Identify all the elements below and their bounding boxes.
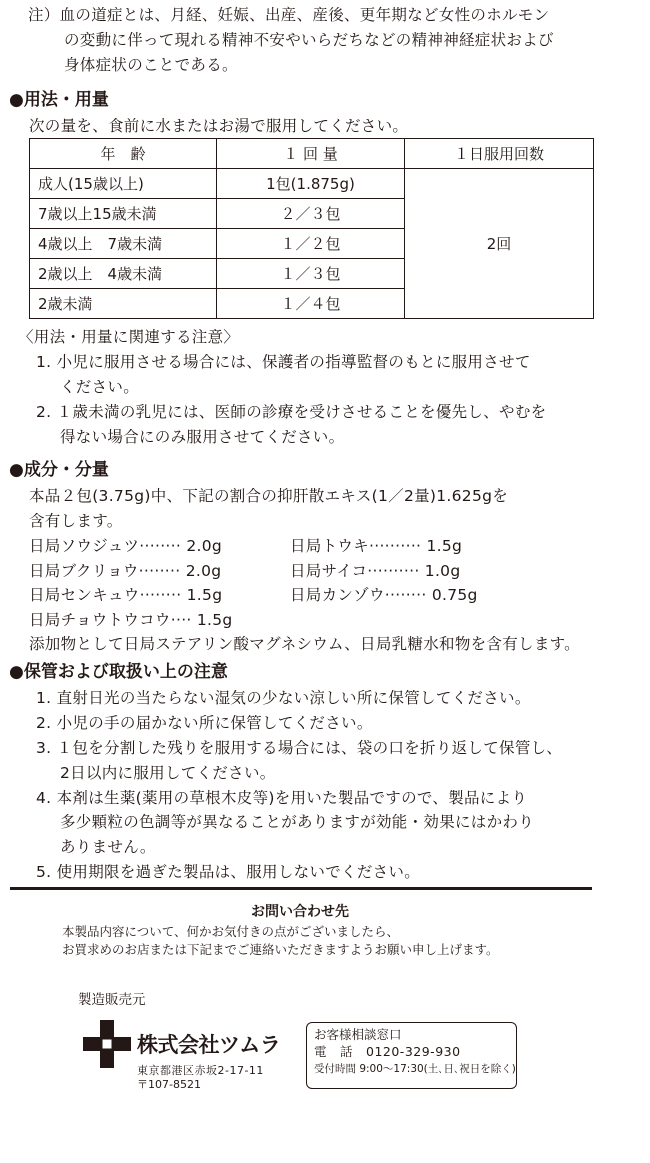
storage-item-3-cont: 2日以内に服用してください。 bbox=[60, 764, 276, 782]
dose-cell: 1包(1.875g) bbox=[217, 169, 405, 199]
storage-item-4-cont: 多少顆粒の色調等が異なることがありますが効能・効果にはかわり bbox=[60, 813, 535, 831]
header-age: 年 齢 bbox=[30, 139, 217, 169]
ingredient-item: 日局カンゾウ········ 0.75g bbox=[290, 586, 478, 604]
storage-item-2: 2. 小児の手の届かない所に保管してください。 bbox=[36, 714, 373, 732]
contact-title: お客様相談窓口 bbox=[314, 1027, 402, 1042]
times-cell: 2回 bbox=[405, 169, 594, 319]
inquiry-heading: お問い合わせ先 bbox=[251, 904, 349, 920]
storage-item-4: 4. 本剤は生薬(薬用の草根木皮等)を用いた製品ですので、製品により bbox=[36, 789, 528, 807]
dose-cell: ２／３包 bbox=[217, 199, 405, 229]
usage-note-1: 1. 小児に服用させる場合には、保護者の指導監督のもとに服用させて bbox=[36, 353, 531, 371]
divider bbox=[10, 887, 592, 890]
storage-item-4-cont2: ありません。 bbox=[60, 838, 156, 856]
storage-item-1: 1. 直射日光の当たらない湿気の少ない涼しい所に保管してください。 bbox=[36, 689, 531, 707]
age-cell: 7歳以上15歳未満 bbox=[30, 199, 217, 229]
usage-heading: ●用法・用量 bbox=[9, 90, 109, 110]
contact-hours: 受付時間 9:00〜17:30(土､日､祝日を除く) bbox=[314, 1063, 516, 1075]
inquiry-line-2: お買求めのお店または下記までご連絡いただきますようお願い申し上げます。 bbox=[62, 942, 499, 957]
dosage-table bbox=[29, 138, 594, 319]
age-cell: 成人(15歳以上) bbox=[30, 169, 217, 199]
header-times: １日服用回数 bbox=[405, 139, 594, 169]
usage-intro: 次の量を、食前に水またはお湯で服用してください。 bbox=[29, 117, 409, 135]
usage-note-2: 2. １歳未満の乳児には、医師の診療を受けさせることを優先し、やむを bbox=[36, 403, 547, 421]
storage-item-3: 3. １包を分割した残りを服用する場合には、袋の口を折り返して保管し、 bbox=[36, 739, 563, 757]
ingredient-item: 日局センキュウ········ 1.5g bbox=[29, 586, 223, 604]
age-cell: 4歳以上 7歳未満 bbox=[30, 229, 217, 259]
contact-phone: 電 話 0120-329-930 bbox=[314, 1044, 461, 1059]
table-row bbox=[30, 169, 594, 199]
note-line-3: 身体症状のことである。 bbox=[64, 56, 238, 74]
age-cell: 2歳未満 bbox=[30, 289, 217, 319]
usage-note-2-cont: 得ない場合にのみ服用させてください。 bbox=[60, 428, 345, 446]
company-name: 株式会社ツムラ bbox=[137, 1033, 281, 1057]
note-line-1: 注）血の道症とは、月経、妊娠、出産、産後、更年期など女性のホルモン bbox=[28, 6, 550, 24]
dose-cell: １／２包 bbox=[217, 229, 405, 259]
ingredients-intro-2: 含有します。 bbox=[29, 512, 123, 530]
ingredients-additives: 添加物として日局ステアリン酸マグネシウム、日局乳糖水和物を含有します。 bbox=[29, 635, 580, 653]
inquiry-line-1: 本製品内容について、何かお気付きの点がございましたら、 bbox=[62, 924, 400, 939]
dose-cell: １／３包 bbox=[217, 259, 405, 289]
storage-item-5: 5. 使用期限を過ぎた製品は、服用しないでください。 bbox=[36, 863, 421, 881]
ingredients-intro-1: 本品２包(3.75g)中、下記の割合の抑肝散エキス(1／2量)1.625gを bbox=[29, 487, 509, 505]
ingredient-item: 日局サイコ·········· 1.0g bbox=[290, 562, 461, 580]
maker-label: 製造販売元 bbox=[78, 992, 146, 1008]
age-cell: 2歳以上 4歳未満 bbox=[30, 259, 217, 289]
ingredient-item: 日局ソウジュツ········ 2.0g bbox=[29, 537, 223, 555]
header-dose: １ 回 量 bbox=[217, 139, 405, 169]
storage-heading: ●保管および取扱い上の注意 bbox=[9, 662, 228, 682]
company-postal: 〒107-8521 bbox=[137, 1078, 201, 1091]
ingredients-heading: ●成分・分量 bbox=[9, 460, 109, 480]
dose-cell: １／４包 bbox=[217, 289, 405, 319]
ingredient-item: 日局チョウトウコウ···· 1.5g bbox=[29, 611, 233, 629]
ingredient-item: 日局トウキ·········· 1.5g bbox=[290, 537, 463, 555]
usage-notes-heading: 〈用法・用量に関連する注意〉 bbox=[18, 328, 240, 346]
usage-note-1-cont: ください。 bbox=[60, 378, 140, 396]
table-header-row bbox=[30, 139, 594, 169]
company-address: 東京都港区赤坂2-17-11 bbox=[137, 1064, 264, 1077]
ingredient-item: 日局ブクリョウ········ 2.0g bbox=[29, 562, 222, 580]
tsumura-cross-logo-icon bbox=[83, 1020, 131, 1068]
note-line-2: の変動に伴って現れる精神不安やいらだちなどの精神神経症状および bbox=[64, 31, 554, 49]
